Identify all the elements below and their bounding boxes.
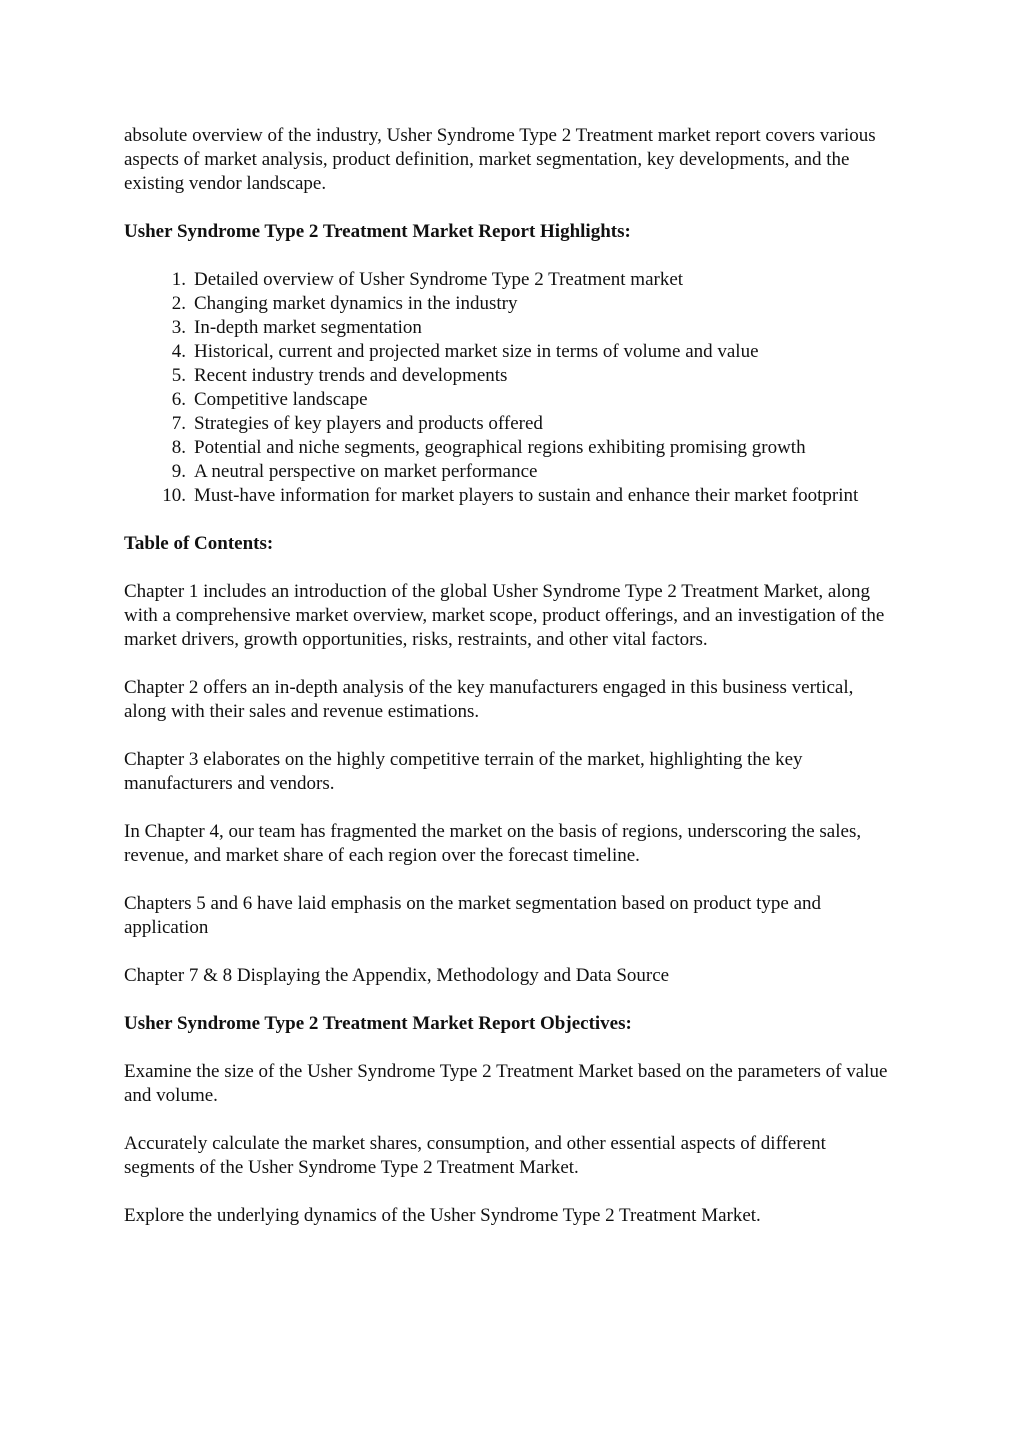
list-item xyxy=(124,388,899,412)
list-item-text: Competitive landscape xyxy=(194,389,368,410)
toc-paragraph-chapters-5-6: Chapters 5 and 6 have laid emphasis on the market segmentation based on product type and application xyxy=(124,893,822,938)
list-item xyxy=(124,340,899,364)
objective-paragraph: Explore the underlying dynamics of the Usher Syndrome Type 2 Treatment Market. xyxy=(124,1205,761,1226)
list-item-text: Detailed overview of Usher Syndrome Type 2 Treatment market xyxy=(194,269,684,290)
list-item-number: 9. xyxy=(171,461,186,482)
list-item-number: 2. xyxy=(171,293,186,314)
list-item-text: Potential and niche segments, geographical regions exhibiting promising growth xyxy=(194,437,806,458)
objective-paragraph: Accurately calculate the market shares, consumption, and other essential aspects of different segments of the Usher Syndrome Type 2 Treatment Market. xyxy=(124,1133,826,1178)
list-item-text: Must-have information for market players to sustain and enhance their market footprint xyxy=(194,485,859,506)
objective-paragraph: Examine the size of the Usher Syndrome Type 2 Treatment Market based on the parameters of value and volume. xyxy=(124,1061,888,1106)
list-item xyxy=(124,412,899,436)
list-item xyxy=(124,484,899,508)
list-item xyxy=(124,460,899,484)
list-item-number: 8. xyxy=(171,437,186,458)
objectives-heading: Usher Syndrome Type 2 Treatment Market Report Objectives: xyxy=(124,1013,632,1034)
list-item xyxy=(124,316,899,340)
list-item-number: 4. xyxy=(171,341,186,362)
list-item-number: 10. xyxy=(162,485,186,506)
toc-paragraph-chapter-1: Chapter 1 includes an introduction of the global Usher Syndrome Type 2 Treatment Market, along with a comprehensive market overview, market scope, product offerings, and an investigation of the market drivers, growth opportunities, risks, restraints, and other vital factors. xyxy=(124,581,885,650)
list-item-number: 1. xyxy=(171,269,186,290)
list-item xyxy=(124,268,899,292)
toc-heading: Table of Contents: xyxy=(124,533,274,554)
highlights-heading: Usher Syndrome Type 2 Treatment Market Report Highlights: xyxy=(124,221,631,242)
list-item-number: 5. xyxy=(171,365,186,386)
list-item-text: Changing market dynamics in the industry xyxy=(194,293,518,314)
list-item-number: 3. xyxy=(171,317,186,338)
list-item-number: 7. xyxy=(171,413,186,434)
list-item-text: Strategies of key players and products offered xyxy=(194,413,543,434)
list-item-text: Recent industry trends and developments xyxy=(194,365,508,386)
list-item-number: 6. xyxy=(171,389,186,410)
list-item xyxy=(124,364,899,388)
list-item-text: Historical, current and projected market size in terms of volume and value xyxy=(194,341,759,362)
toc-paragraph-chapter-4: In Chapter 4, our team has fragmented the market on the basis of regions, underscoring the sales, revenue, and market share of each region over the forecast timeline. xyxy=(124,821,862,866)
list-item-text: A neutral perspective on market performance xyxy=(194,461,538,482)
toc-paragraph-chapters-7-8: Chapter 7 & 8 Displaying the Appendix, Methodology and Data Source xyxy=(124,965,670,986)
highlights-list xyxy=(124,268,899,508)
list-item-text: In-depth market segmentation xyxy=(194,317,422,338)
document-page xyxy=(124,124,899,1252)
list-item xyxy=(124,436,899,460)
intro-paragraph: absolute overview of the industry, Usher Syndrome Type 2 Treatment market report covers various aspects of market analysis, product definition, market segmentation, key developments, and the existing vendor landscape. xyxy=(124,125,876,194)
toc-paragraph-chapter-2: Chapter 2 offers an in-depth analysis of the key manufacturers engaged in this business vertical, along with their sales and revenue estimations. xyxy=(124,677,854,722)
list-item xyxy=(124,292,899,316)
toc-paragraph-chapter-3: Chapter 3 elaborates on the highly competitive terrain of the market, highlighting the key manufacturers and vendors. xyxy=(124,749,803,794)
